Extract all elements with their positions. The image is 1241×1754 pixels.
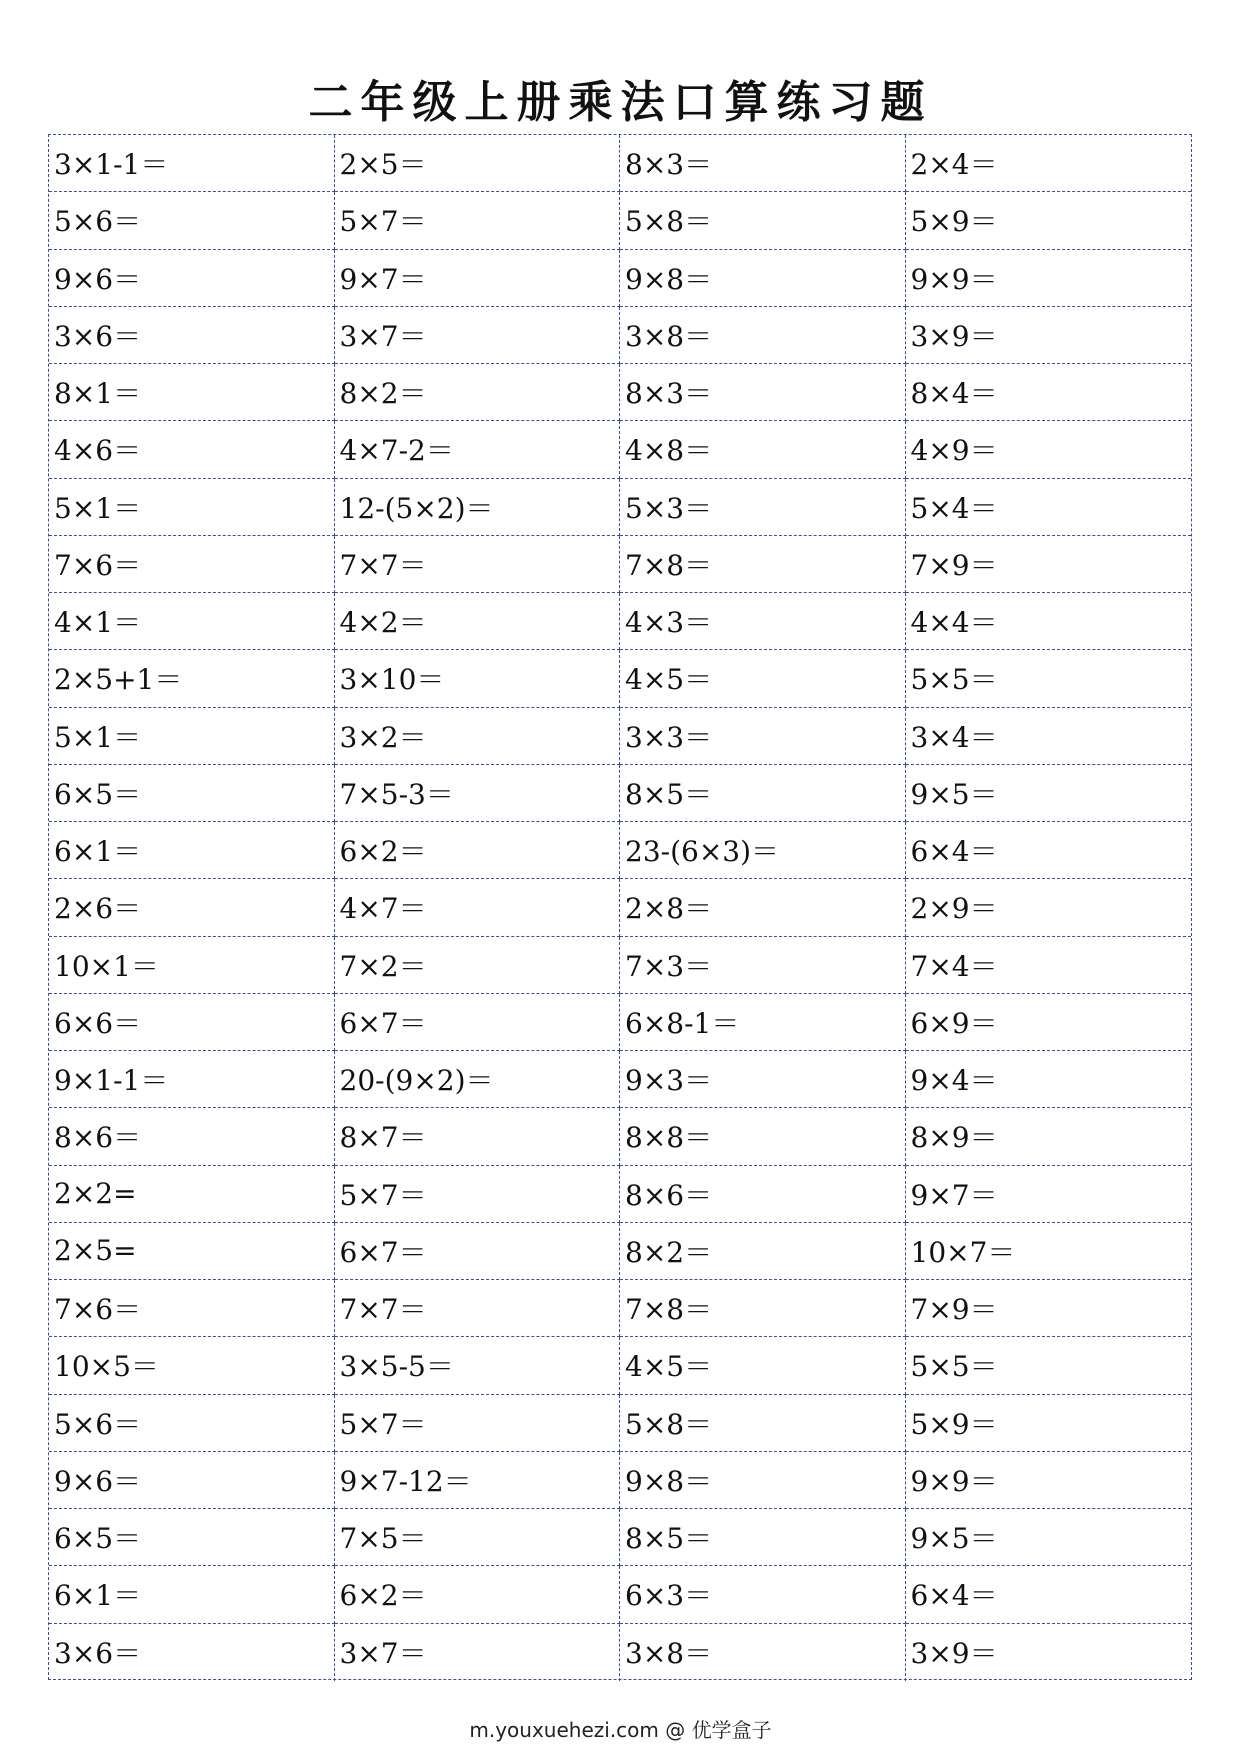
exercise-cell: 6×7＝ (335, 994, 621, 1051)
exercise-cell: 6×2＝ (335, 1566, 621, 1623)
exercise-cell: 3×1-1＝ (49, 135, 335, 192)
exercise-cell: 7×6＝ (49, 1280, 335, 1337)
exercise-cell: 7×4＝ (906, 937, 1192, 994)
exercise-cell: 10×1＝ (49, 937, 335, 994)
exercise-cell: 4×8＝ (620, 421, 906, 478)
exercise-cell: 5×9＝ (906, 1395, 1192, 1452)
exercise-cell: 3×9＝ (910, 1637, 998, 1671)
exercise-cell: 2×5+1＝ (49, 650, 335, 707)
exercise-cell: 8×4＝ (906, 364, 1192, 421)
exercise-cell: 3×7＝ (335, 307, 621, 364)
exercise-cell: 7×9＝ (906, 536, 1192, 593)
exercise-cell: 10×5＝ (49, 1337, 335, 1394)
exercise-cell: 8×6＝ (49, 1108, 335, 1165)
exercise-cell: 7×7＝ (335, 536, 621, 593)
exercise-cell: 3×4＝ (906, 708, 1192, 765)
exercise-cell: 9×1-1＝ (49, 1051, 335, 1108)
exercise-cell: 2×9＝ (906, 879, 1192, 936)
exercise-cell: 9×5＝ (906, 765, 1192, 822)
exercise-cell: 6×9＝ (906, 994, 1192, 1051)
exercise-cell: 6×8-1＝ (620, 994, 906, 1051)
exercise-cell: 5×7＝ (335, 1166, 621, 1223)
exercise-sheet (48, 134, 1192, 1680)
exercise-cell: 3×8＝ (620, 307, 906, 364)
exercise-cell: 6×7＝ (335, 1223, 621, 1280)
exercise-cell: 9×9＝ (906, 250, 1192, 307)
exercise-cell: 5×1＝ (49, 708, 335, 765)
exercise-cell: 4×1＝ (49, 593, 335, 650)
exercise-cell: 2×8＝ (620, 879, 906, 936)
exercise-cell: 5×8＝ (620, 192, 906, 249)
exercise-cell: 6×3＝ (620, 1566, 906, 1623)
exercise-cell: 23-(6×3)＝ (620, 822, 906, 879)
exercise-cell: 7×9＝ (906, 1280, 1192, 1337)
exercise-cell: 3×9＝ (906, 307, 1192, 364)
exercise-cell: 9×7＝ (335, 250, 621, 307)
exercise-cell: 9×7-12＝ (335, 1452, 621, 1509)
exercise-cell: 7×8＝ (620, 1280, 906, 1337)
exercise-cell: 9×5＝ (906, 1509, 1192, 1566)
exercise-cell: 6×4＝ (906, 1566, 1192, 1623)
exercise-cell: 4×7＝ (335, 879, 621, 936)
exercise-cell: 9×6＝ (49, 1452, 335, 1509)
exercise-cell: 4×5＝ (620, 650, 906, 707)
exercise-cell: 7×8＝ (620, 536, 906, 593)
exercise-cell: 9×8＝ (620, 1452, 906, 1509)
page-title: 二年级上册乘法口算练习题 (308, 77, 933, 128)
exercise-cell: 6×1＝ (49, 1566, 335, 1623)
exercise-cell: 9×6＝ (49, 250, 335, 307)
exercise-cell: 6×5＝ (49, 1509, 335, 1566)
exercise-cell: 4×5＝ (620, 1337, 906, 1394)
exercise-cell: 2×4＝ (906, 135, 1192, 192)
exercise-cell: 4×2＝ (335, 593, 621, 650)
exercise-cell: 7×3＝ (620, 937, 906, 994)
exercise-cell: 8×8＝ (620, 1108, 906, 1165)
exercise-cell: 7×2＝ (335, 937, 621, 994)
exercise-cell: 12-(5×2)＝ (335, 479, 621, 536)
exercise-cell: 7×5＝ (335, 1509, 621, 1566)
exercise-cell: 4×9＝ (906, 421, 1192, 478)
exercise-cell: 3×8＝ (620, 1624, 906, 1681)
exercise-cell: 5×5＝ (906, 1337, 1192, 1394)
exercise-cell: 8×3＝ (620, 135, 906, 192)
exercise-cell: 6×6＝ (49, 994, 335, 1051)
exercise-cell: 20-(9×2)＝ (335, 1051, 621, 1108)
exercise-cell: 7×6＝ (49, 536, 335, 593)
exercise-cell: 2×6＝ (49, 879, 335, 936)
exercise-cell: 2×2= (49, 1166, 335, 1223)
exercise-cell: 8×5＝ (620, 765, 906, 822)
exercise-cell: 3×3＝ (620, 708, 906, 765)
exercise-cell: 6×2＝ (335, 822, 621, 879)
exercise-cell: 5×9＝ (906, 192, 1192, 249)
exercise-cell: 9×9＝ (906, 1452, 1192, 1509)
exercise-cell: 2×5= (49, 1223, 335, 1280)
exercise-cell: 5×4＝ (906, 479, 1192, 536)
exercise-cell: 8×1＝ (49, 364, 335, 421)
exercise-cell: 9×4＝ (906, 1051, 1192, 1108)
exercise-cell: 2×5＝ (335, 135, 621, 192)
exercise-cell: 5×6＝ (49, 192, 335, 249)
exercise-cell: 8×9＝ (906, 1108, 1192, 1165)
exercise-cell: 3×7＝ (335, 1624, 621, 1681)
exercise-cell: 8×5＝ (620, 1509, 906, 1566)
exercise-cell: 4×7-2＝ (335, 421, 621, 478)
exercise-cell: 3×2＝ (335, 708, 621, 765)
exercise-cell: 10×7＝ (906, 1223, 1192, 1280)
exercise-cell: 7×5-3＝ (335, 765, 621, 822)
exercise-cell: 8×3＝ (620, 364, 906, 421)
exercise-cell: 3×6＝ (49, 1624, 335, 1681)
exercise-cell: 4×3＝ (620, 593, 906, 650)
exercise-cell: 5×5＝ (906, 650, 1192, 707)
exercise-cell: 5×7＝ (335, 192, 621, 249)
exercise-cell: 5×3＝ (620, 479, 906, 536)
exercise-cell: 6×4＝ (906, 822, 1192, 879)
exercise-cell: 4×4＝ (906, 593, 1192, 650)
exercise-cell: 8×2＝ (335, 364, 621, 421)
exercise-cell: 5×6＝ (49, 1395, 335, 1452)
exercise-cell: 3×10＝ (335, 650, 621, 707)
exercise-grid (49, 135, 1191, 1679)
exercise-cell: 6×5＝ (49, 765, 335, 822)
exercise-cell: 3×5-5＝ (335, 1337, 621, 1394)
exercise-cell: 9×7＝ (906, 1166, 1192, 1223)
exercise-cell: 5×7＝ (335, 1395, 621, 1452)
exercise-cell: 9×3＝ (620, 1051, 906, 1108)
exercise-cell: 6×1＝ (49, 822, 335, 879)
exercise-cell: 9×8＝ (620, 250, 906, 307)
exercise-cell: 3×6＝ (49, 307, 335, 364)
exercise-cell: 5×8＝ (620, 1395, 906, 1452)
exercise-cell: 7×7＝ (335, 1280, 621, 1337)
exercise-cell: 8×6＝ (620, 1166, 906, 1223)
exercise-cell: 8×2＝ (620, 1223, 906, 1280)
exercise-cell: 8×7＝ (335, 1108, 621, 1165)
footer-watermark: m.youxuehezi.com @ 优学盒子 (469, 1718, 772, 1742)
exercise-cell: 4×6＝ (49, 421, 335, 478)
exercise-cell: 5×1＝ (49, 479, 335, 536)
